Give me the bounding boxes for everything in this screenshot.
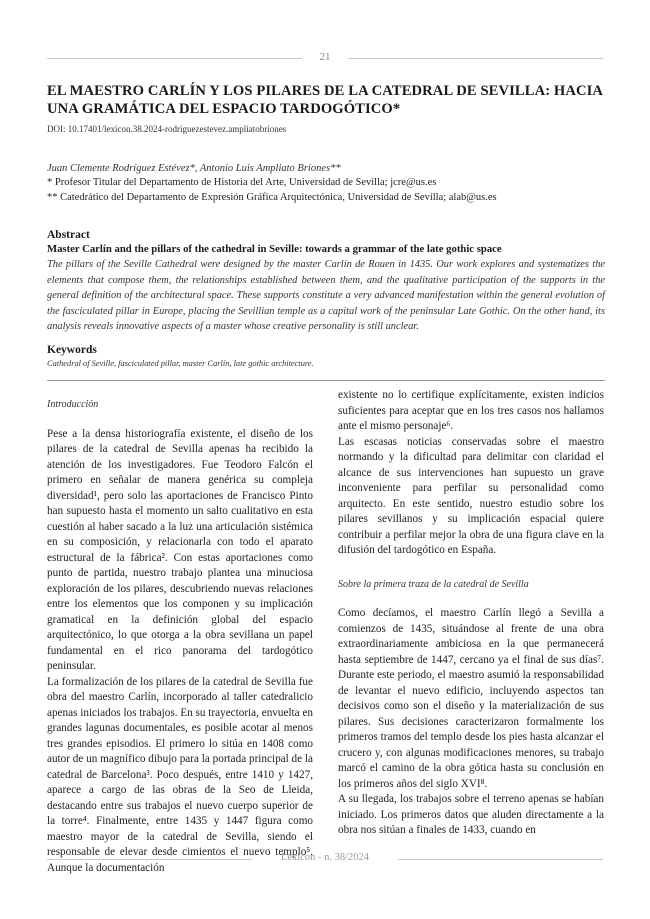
- journal-citation: Lexicon - n. 38/2024: [280, 852, 370, 863]
- authors: Juan Clemente Rodríguez Estévez*, Antonio Luis Ampliato Briones**: [47, 163, 341, 174]
- right-column: [338, 381, 604, 839]
- paragraph: existente no lo certifique explícitamente, existen indicios suficientes para aceptar que en los tres casos nos hallamos ante el mismo personaje⁶.: [338, 389, 604, 432]
- affiliation-1: * Profesor Titular del Departamento de Historia del Arte, Universidad de Sevilla; jcre@us.es: [47, 177, 437, 188]
- abstract-subtitle: Master Carlín and the pillars of the cathedral in Seville: towards a grammar of the late gothic space: [47, 243, 502, 255]
- left-column: [47, 381, 313, 876]
- paragraph: La formalización de los pilares de la catedral de Sevilla fue obra del maestro Carlín, incorporado al taller catedralicio apenas iniciados los trabajos. En su trayectoria, envuelta en grandes lagunas documentales, es posible acotar al menos tres grandes episodios. El primero lo sitúa en 1408 como autor de un magnífico dibujo para la portada principal de la catedral de Barcelona³. Poco después, entre 1410 y 1427, aparece a cargo de las obras de la Seo de Lleida, destacando entre sus trabajos el nuevo cuerpo superior de la torre⁴. Finalmente, entre 1435 y 1447 figura como maestro mayor de la catedral de Sevilla, siendo el responsable de elevar desde cimientos el nuevo templo⁵. Aunque la documentación: [47, 675, 313, 874]
- abstract-heading: Abstract: [47, 229, 90, 241]
- keywords-body: Cathedral of Seville, fasciculated pillar, master Carlín, late gothic architecture.: [47, 359, 314, 368]
- paragraph: A su llegada, los trabajos sobre el terreno apenas se habían iniciado. Los primeros datos que aluden directamente a la obra nos sitúan a finales de 1433, cuando en: [338, 793, 604, 836]
- page-footer: [47, 851, 603, 867]
- header-rule-right: [348, 58, 603, 59]
- abstract-body: The pillars of the Seville Cathedral were designed by the master Carlín de Rouen in 1435. Our work explores and systematizes the elements that compose them, the relationships established between them, and the qualitative participation of the supports in the general definition of the architectural space. These supports constitute a very advanced manifestation within the general evolution of the fasciculated pillar in Europe, placing the Sevillian temple as a capital work of the peninsular Late Gothic. On the other hand, its analysis reveals innovative aspects of a master whose creative personality is still unclear.: [47, 259, 605, 332]
- paragraph: Como decíamos, el maestro Carlín llegó a Sevilla a comienzos de 1435, situándose al frente de una obra extraordinariamente ambiciosa en la que permanecerá hasta septiembre de 1447, cercano ya el final de sus días⁷. Durante este periodo, el maestro asumió la responsabilidad de levantar el nuevo edificio, incluyendo aspectos tan decisivos como son el diseño y la materialización de sus pilares. Sus decisiones caracterizaron formalmente los primeros tramos del templo desde los pies hasta alcanzar el crucero y, con algunas modificaciones menores, su trabajo marcó el camino de la obra gótica hasta su conclusión en los primeros años del siglo XVI⁸.: [338, 607, 604, 790]
- keywords-heading: Keywords: [47, 344, 97, 356]
- doi: DOI: 10.17401/lexicon.38.2024-rodriguezestevez.ampliatobriones: [47, 124, 287, 134]
- footer-rule-right: [398, 859, 603, 860]
- paragraph: Pese a la densa historiografía existente, el diseño de los pilares de la catedral de Sevilla apenas ha recibido la atención de los investigadores. Fue Teodoro Falcón el primero en señalar de manera genérica su compleja diversidad¹, pero solo las aportaciones de Francisco Pinto han supuesto hasta el momento un salto cualitativo en esta cuestión al haber sacado a la luz una articulación sistémica en su composición, y relacionarla con todo el aparato estructural de la fábrica². Con estas aportaciones como punto de partida, nuestro trabajo plantea una minuciosa exploración de los pilares, descubriendo nuevas relaciones entre los elementos que los componen y su implicación gramatical en la definición global del espacio arquitectónico, lo que otorga a la obra sevillana un papel fundamental en el rico panorama del tardogótico peninsular.: [47, 427, 313, 672]
- article-title: EL MAESTRO CARLÍN Y LOS PILARES DE LA CATEDRAL DE SEVILLA: HACIA UNA GRAMÁTICA DEL ESPACIO TARDOGÓTICO*: [47, 83, 603, 117]
- paragraph: Las escasas noticias conservadas sobre el maestro normando y la dificultad para delimitar con claridad el alcance de sus intervenciones han supuesto un grave inconveniente para perfilar su personalidad como arquitecto. En este sentido, nuestro estudio sobre los pilares sevillanos y su implicación espacial quiere contribuir a perfilar mejor la obra de una figura clave en la difusión del tardogótico en España.: [338, 435, 604, 556]
- page-number: 21: [319, 51, 331, 63]
- page-header: [47, 50, 603, 66]
- affiliation-2: ** Catedrático del Departamento de Expresión Gráfica Arquitectónica, Universidad de Sevilla; alab@us.es: [47, 192, 497, 203]
- section-title-introduction: Introducción: [47, 399, 99, 410]
- section-title-first-trace: Sobre la primera traza de la catedral de Sevilla: [338, 578, 529, 590]
